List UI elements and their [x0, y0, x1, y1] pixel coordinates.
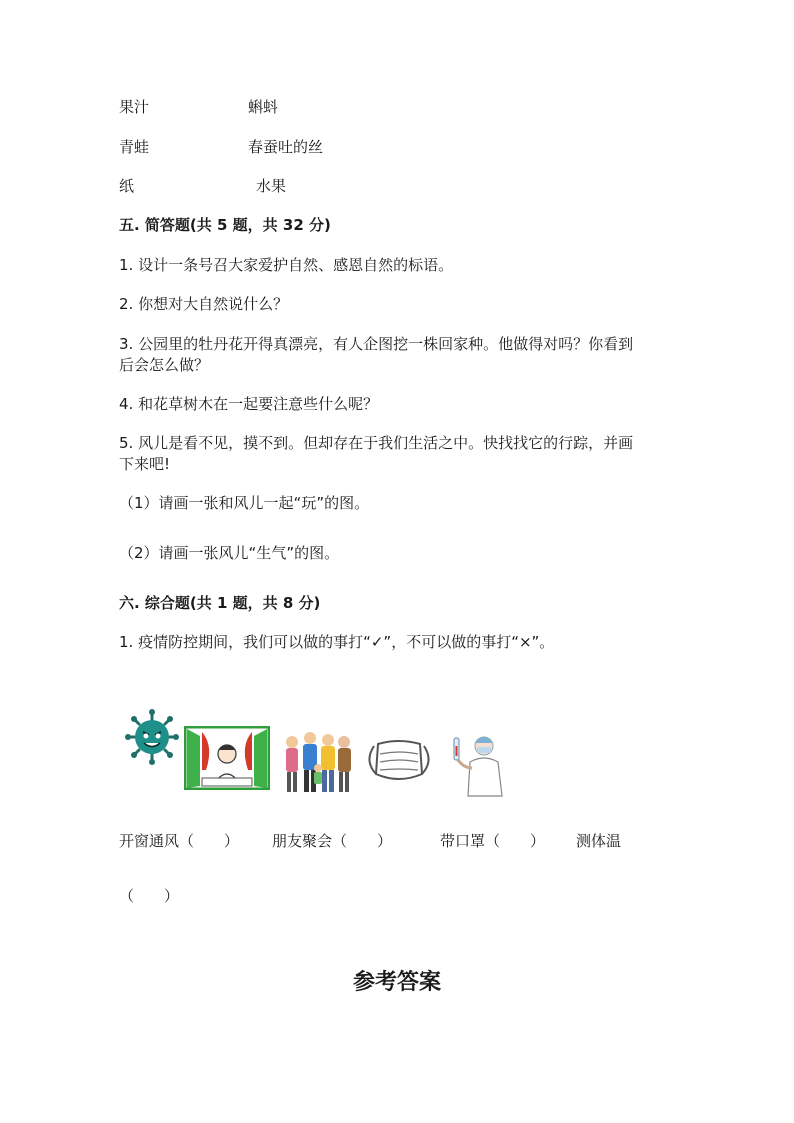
section5-q5-line1: 5. 风儿是看不见，摸不到。但却存在于我们生活之中。快找找它的行踪，并画 — [119, 434, 634, 452]
option-friends-gathering: 朋友聚会（ ） — [272, 832, 393, 850]
section5-q2: 2. 你想对大自然说什么？ — [119, 295, 289, 313]
doctor-thermometer-icon — [446, 732, 508, 798]
section5-q5-line2: 下来吧! — [119, 455, 171, 473]
option-wear-mask: 带口罩（ ） — [440, 832, 546, 850]
match-left-1: 果汁 — [119, 98, 150, 116]
section6-heading: 六. 综合题(共 1 题，共 8 分) — [119, 594, 321, 612]
answer-title: 参考答案 — [352, 969, 441, 995]
section5-q3-line2: 后会怎么做？ — [119, 356, 210, 374]
virus-icon — [124, 708, 180, 766]
section5-q3-line1: 3. 公园里的牡丹花开得真漂亮，有人企图挖一株回家种。他做得对吗？你看到 — [119, 335, 634, 353]
section5-q1: 1. 设计一条号召大家爱护自然、感恩自然的标语。 — [119, 256, 454, 274]
family-gathering-icon — [280, 728, 356, 796]
match-left-2: 青蛙 — [119, 138, 150, 156]
match-left-3: 纸 — [119, 177, 135, 195]
section6-q1: 1. 疫情防控期间，我们可以做的事打“✓”，不可以做的事打“×”。 — [119, 633, 555, 651]
option-take-temperature-blank: （ ） — [119, 887, 180, 905]
face-mask-icon — [368, 738, 430, 784]
option-take-temperature: 测体温 — [576, 832, 622, 850]
option-open-window: 开窗通风（ ） — [119, 832, 240, 850]
match-right-2: 春蚕吐的丝 — [248, 138, 324, 156]
section5-q4: 4. 和花草树木在一起要注意些什么呢？ — [119, 395, 379, 413]
match-right-1: 蝌蚪 — [248, 98, 279, 116]
section5-q5-sub1: （1）请画一张和风儿一起“玩”的图。 — [119, 494, 370, 512]
section5-heading: 五. 简答题(共 5 题，共 32 分) — [119, 216, 331, 234]
section5-q5-sub2: （2）请画一张风儿“生气”的图。 — [119, 544, 340, 562]
open-window-icon — [184, 726, 270, 790]
match-right-3: 水果 — [256, 177, 287, 195]
